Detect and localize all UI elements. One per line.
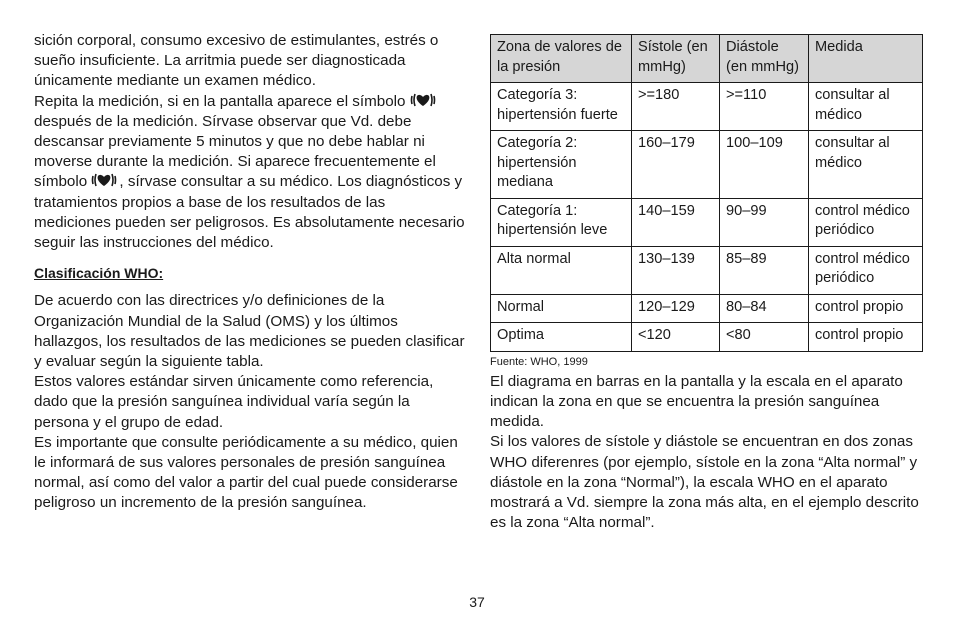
right-paragraph-1: El diagrama en barras en la pantalla y la escala en el aparato indican la zona en que se encuentra la presión sanguínea medida. — [490, 372, 903, 431]
table-cell: Alta normal — [491, 246, 632, 294]
table-cell: 130–139 — [632, 246, 720, 294]
table-row — [491, 323, 923, 352]
right-paragraph-2: Si los valores de sístole y diástole se encuentran en dos zonas WHO diferenres (por ejemplo, sístole en la zona “Alta normal” y diástole en la zona “Normal”), la escala WHO en el aparato mostrará a Vd. siempre la zona más alta, en el ejemplo descrito es la zona “Alta normal”. — [490, 433, 919, 532]
page-number: 37 — [469, 594, 485, 610]
irregular-heartbeat-icon — [91, 172, 117, 188]
table-cell: <80 — [720, 323, 809, 352]
table-cell: consultar al médico — [809, 83, 923, 131]
table-header-row — [491, 35, 923, 83]
paragraph-5: Es importante que consulte periódicamente a su médico, quien le informará de sus valores personales de presión sanguínea normal, así como del valor a partir del cual puede considerarse peligroso un incremento de la presión sanguínea. — [34, 433, 458, 512]
table-cell: Categoría 1: hipertensión leve — [491, 198, 632, 246]
table-cell: Categoría 2: hipertensión mediana — [491, 131, 632, 199]
table-cell: >=110 — [720, 83, 809, 131]
table-source: Fuente: WHO, 1999 — [490, 355, 588, 368]
table-row — [491, 83, 923, 131]
table-cell: >=180 — [632, 83, 720, 131]
table-cell: Optima — [491, 323, 632, 352]
table-cell: 85–89 — [720, 246, 809, 294]
table-cell: 100–109 — [720, 131, 809, 199]
paragraph-3: De acuerdo con las directrices y/o definiciones de la Organización Mundial de la Salud (OMS) y los últimos hallazgos, los resultados de las mediciones se pueden clasificar y evaluar según la siguiente tabla. — [34, 292, 465, 371]
paragraph-2 — [34, 92, 466, 254]
table-cell: 140–159 — [632, 198, 720, 246]
paragraph-1: sición corporal, consumo excesivo de estimulantes, estrés o sueño insuficiente. La arritmia puede ser diagnosticada únicamente mediante un examen médico. — [34, 32, 439, 90]
table-cell: control propio — [809, 294, 923, 323]
table-header-cell: Zona de valores de la presión — [491, 35, 632, 83]
table-row — [491, 198, 923, 246]
table-cell: control médico periódico — [809, 198, 923, 246]
table-cell: 90–99 — [720, 198, 809, 246]
table-cell: consultar al médico — [809, 131, 923, 199]
table-cell: control propio — [809, 323, 923, 352]
paragraph-2-part-1: Repita la medición, si en la pantalla aparece el símbolo — [34, 92, 406, 110]
paragraph-2-part-3: , sírvase consultar a su médico. Los diagnósticos y tratamientos propios a base de los resultados de las mediciones pueden ser peligrosos. Es absolutamente necesario seguir las instrucciones del médico. — [34, 173, 465, 252]
table-row — [491, 131, 923, 199]
who-classification-table — [490, 34, 923, 352]
section-heading: Clasificación WHO: — [34, 265, 164, 282]
table-cell: control médico periódico — [809, 246, 923, 294]
table-cell: 160–179 — [632, 131, 720, 199]
paragraph-4: Estos valores estándar sirven únicamente como referencia, dado que la presión sanguínea individual varía según la persona y el grupo de edad. — [34, 373, 434, 431]
paragraph-2-part-2: después de la medición. Sírvase observar que Vd. debe descansar previamente 5 minutos y que no debe hablar ni moverse durante la medición. Si aparece frecuentemente el símbolo — [34, 112, 436, 191]
irregular-heartbeat-icon — [410, 92, 436, 108]
table-header-cell: Sístole (en mmHg) — [632, 35, 720, 83]
table-cell: Categoría 3: hipertensión fuerte — [491, 83, 632, 131]
table-header-cell: Diástole (en mmHg) — [720, 35, 809, 83]
table-cell: 120–129 — [632, 294, 720, 323]
table-cell: Normal — [491, 294, 632, 323]
left-column — [34, 31, 466, 514]
right-column — [490, 34, 922, 533]
table-row — [491, 246, 923, 294]
table-cell: 80–84 — [720, 294, 809, 323]
table-row — [491, 294, 923, 323]
table-cell: <120 — [632, 323, 720, 352]
table-header-cell: Medida — [809, 35, 923, 83]
